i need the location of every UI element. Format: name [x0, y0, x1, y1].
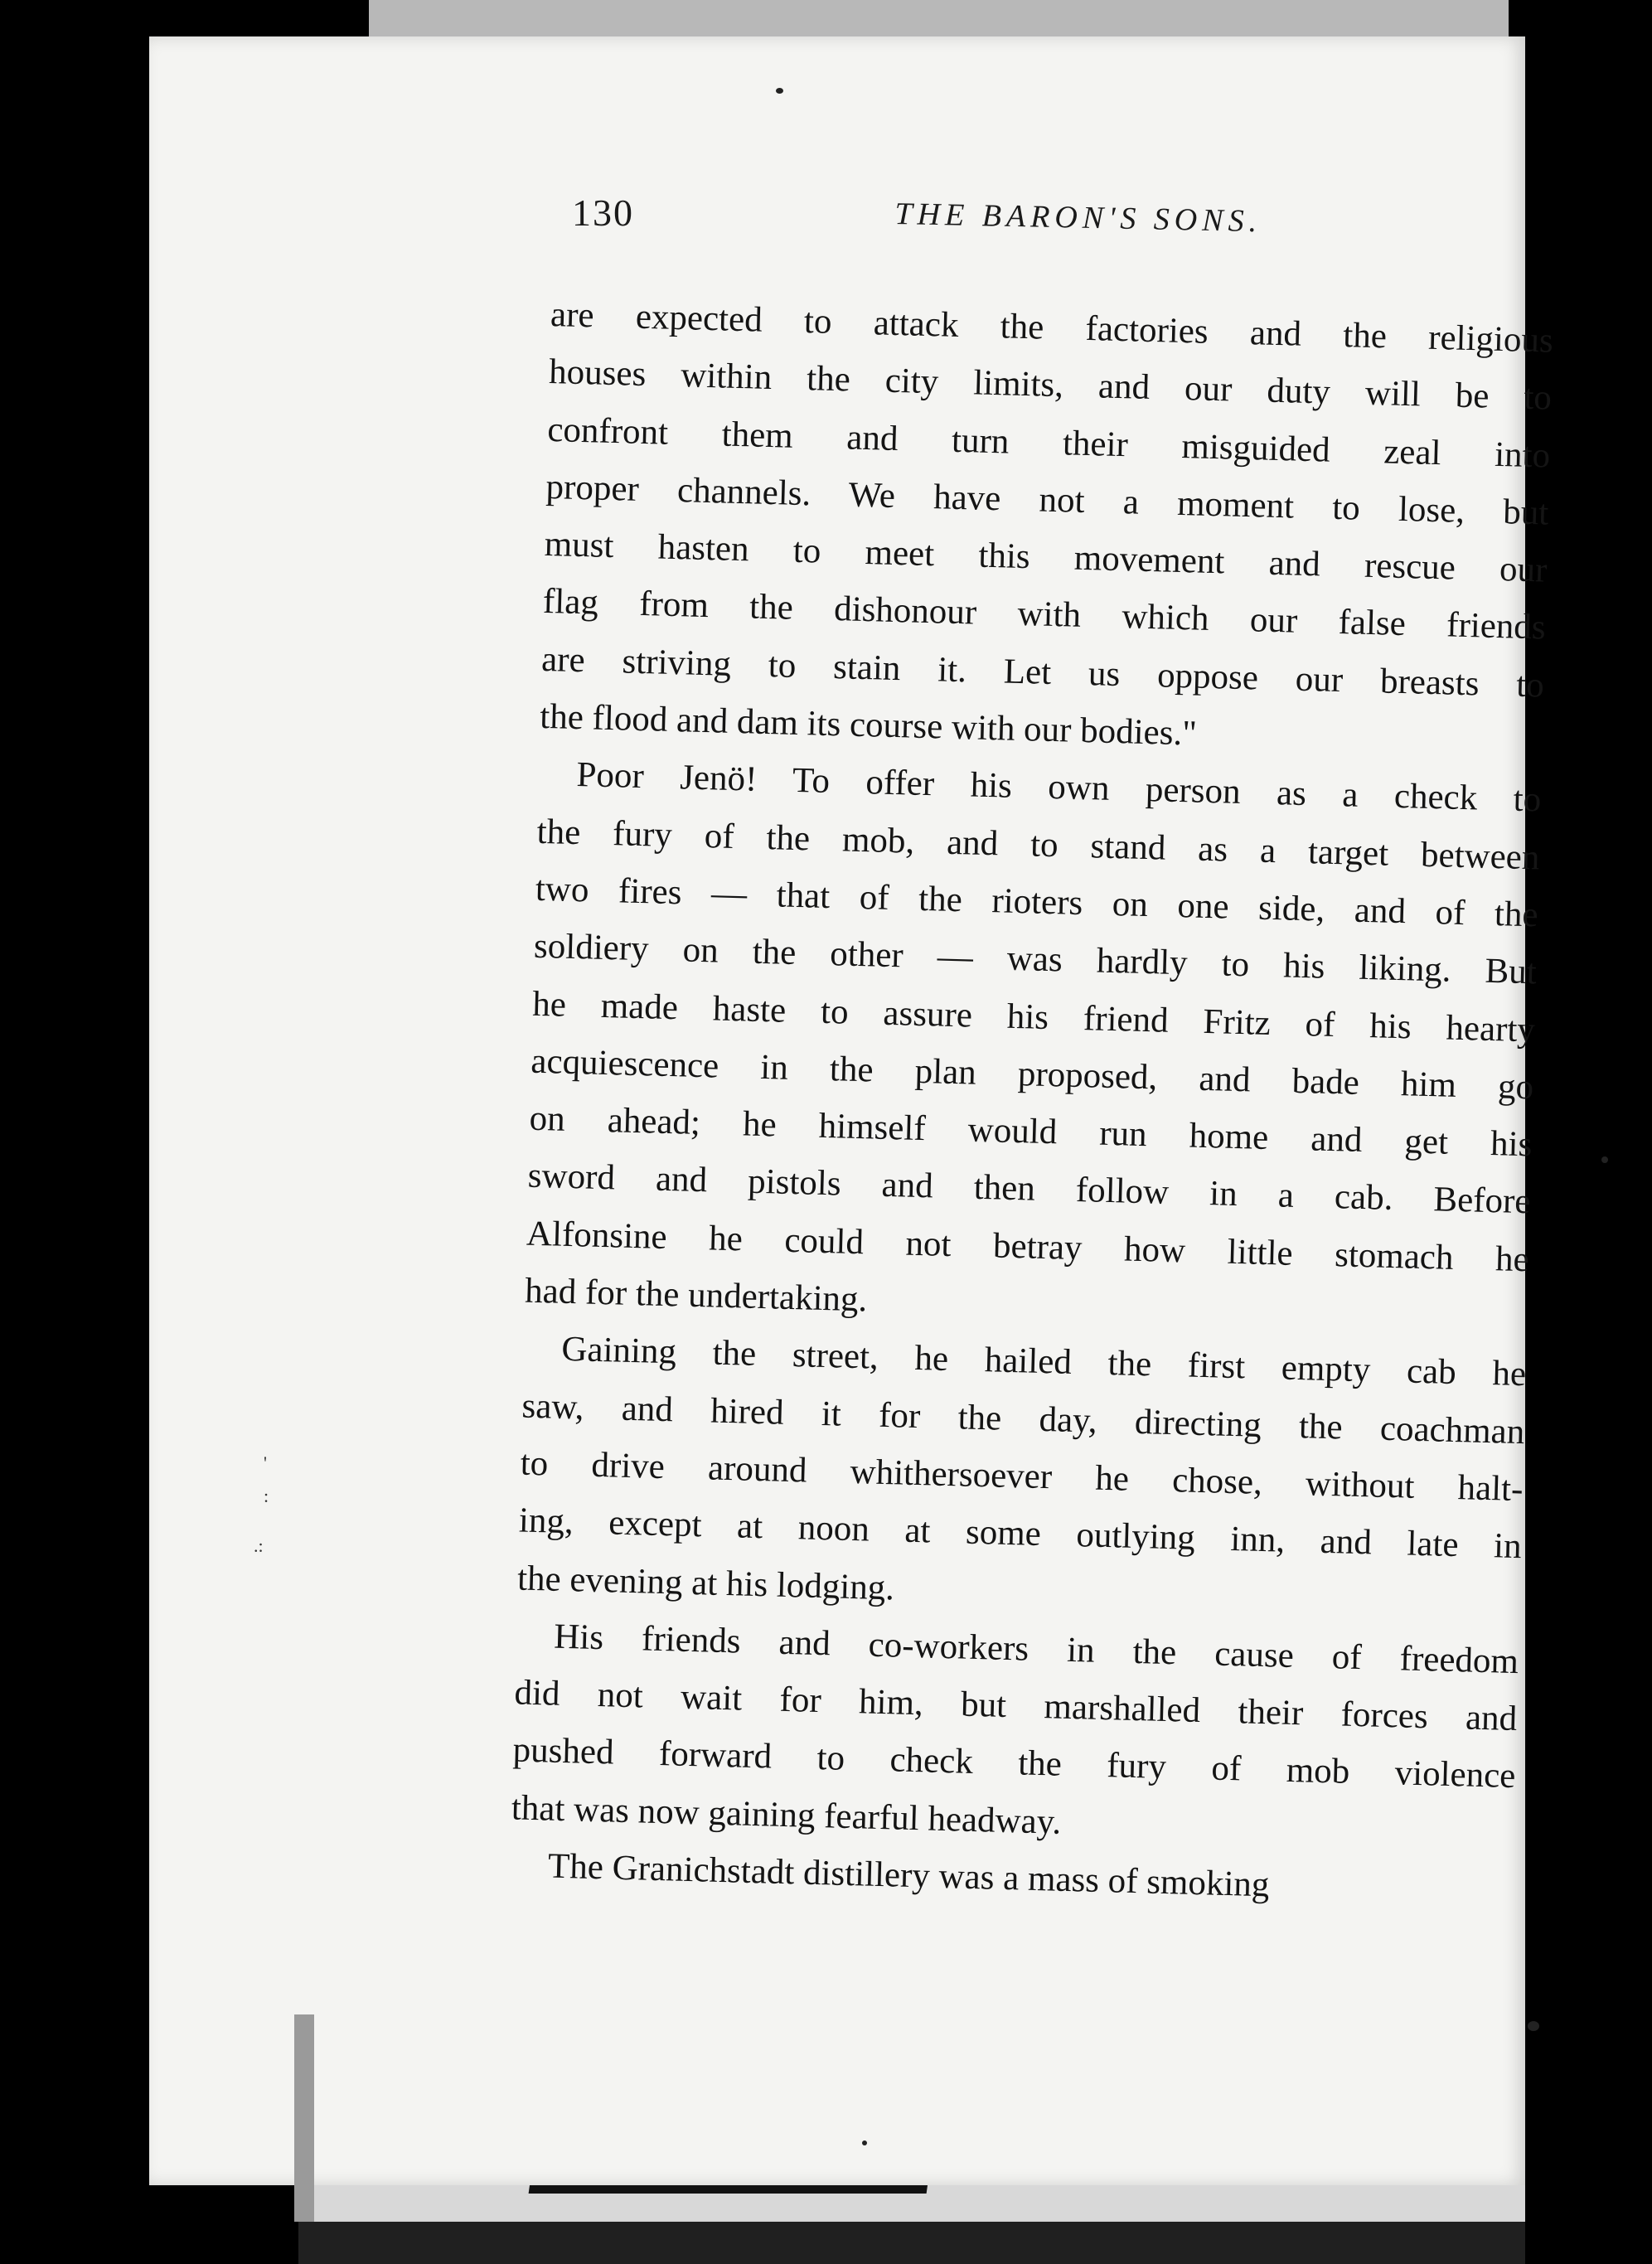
text-line: are expected to attack the factories and the religious: [550, 294, 1554, 361]
scan-dark-margin: [0, 0, 149, 2264]
text-line: Alfonsine he could not betray how little stomach he: [526, 1214, 1530, 1280]
scan-speck: [1528, 2021, 1539, 2031]
margin-mark: :: [264, 1486, 269, 1506]
text-line: sword and pistols and then follow in a cab. Before: [527, 1156, 1532, 1222]
scan-speck: [862, 2140, 867, 2145]
text-line: ing, except at noon at some outlying inn, and late in: [518, 1500, 1523, 1567]
bottom-dark-strip: [298, 2222, 1525, 2264]
text-line: acquiescence in the plan proposed, and bade him go: [530, 1041, 1534, 1108]
text-line: His friends and co-workers in the cause of freedom: [553, 1617, 1519, 1681]
scan-speck: [1601, 1156, 1608, 1163]
scan-speck: [776, 88, 783, 94]
paragraph: [524, 745, 1542, 1345]
margin-mark: .:: [254, 1535, 264, 1556]
text-line: the evening at his lodging.: [516, 1559, 895, 1607]
text-line: soldiery on the other — was hardly to his liking. But: [533, 927, 1538, 992]
text-line: The Granichstadt distillery was a mass of smoking: [547, 1846, 1271, 1905]
text-line: Poor Jenö! To offer his own person as a check to: [575, 755, 1542, 820]
body-text: [509, 286, 1553, 1920]
text-line: must hasten to meet this movement and rescue our: [544, 525, 1548, 590]
running-head: [572, 191, 1285, 249]
text-line: confront them and turn their misguided zeal into: [546, 410, 1551, 476]
book-title: THE BARON'S SONS.: [894, 196, 1262, 240]
text-line: houses within the city limits, and our duty will be to: [548, 352, 1553, 418]
text-line: two fires — that of the rioters on one side, and of the: [535, 869, 1539, 935]
text-line: proper channels. We have not a moment to lose, but: [545, 467, 1549, 533]
text-line: are striving to stain it. Let us oppose our breasts to: [540, 639, 1545, 705]
text-line: the flood and dam its course with our bodies.": [539, 696, 1198, 754]
paragraph: [539, 286, 1553, 772]
paragraph: [511, 1607, 1519, 1863]
text-line: did not wait for him, but marshalled their forces and: [513, 1673, 1518, 1739]
text-line: pushed forward to check the fury of mob violence: [512, 1730, 1516, 1796]
text-line: the fury of the mob, and to stand as a target between: [536, 812, 1540, 878]
margin-mark: ': [264, 1452, 267, 1473]
text-line: that was now gaining fearful headway.: [511, 1788, 1062, 1842]
text-line: to drive around whithersoever he chose, without halt-: [520, 1443, 1524, 1510]
text-line: saw, and hired it for the day, directing the coachman: [521, 1386, 1525, 1452]
page-fold-edge: [294, 2014, 314, 2222]
text-line: on ahead; he himself would run home and get his: [529, 1098, 1533, 1165]
text-line: had for the undertaking.: [524, 1271, 868, 1320]
text-line: he made haste to assure his friend Fritz of his hearty: [531, 984, 1536, 1050]
page-number: 130: [572, 191, 634, 234]
text-line: Gaining the street, he hailed the first empty cab he: [560, 1330, 1527, 1394]
text-line: flag from the dishonour with which our false friends: [542, 582, 1547, 648]
paragraph: [516, 1320, 1527, 1633]
